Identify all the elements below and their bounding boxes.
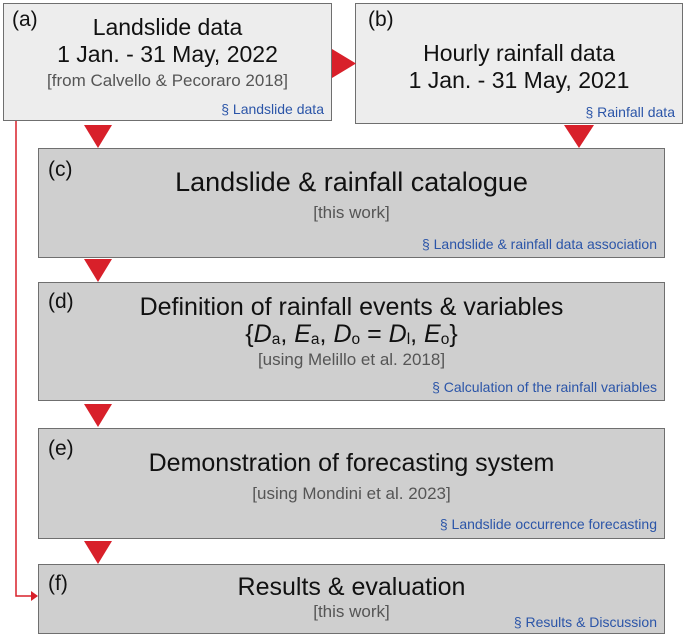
var-Do: D: [333, 320, 352, 348]
vars-close-brace: }: [449, 320, 458, 348]
box-a-title-line2: 1 Jan. - 31 May, 2022: [57, 41, 278, 67]
arrow-d-to-e: [84, 404, 112, 427]
box-a-source: [from Calvello & Pecoraro 2018]: [47, 71, 288, 90]
arrow-e-to-f: [84, 541, 112, 564]
box-b-label: (b): [368, 8, 394, 31]
vars-sep-2: ,: [319, 320, 334, 348]
vars-equals: =: [360, 320, 389, 348]
var-Ea-sub: a: [310, 330, 320, 348]
box-e-source: [using Mondini et al. 2023]: [252, 484, 451, 503]
box-c-label: (c): [48, 158, 73, 181]
box-b-title-line1: Hourly rainfall data: [423, 40, 615, 66]
box-c-source: [this work]: [313, 203, 390, 222]
var-Eo: E: [424, 320, 441, 348]
box-e-title: Demonstration of forecasting system: [148, 449, 555, 477]
box-b-section-ref: § Rainfall data: [585, 104, 675, 120]
box-a-section-ref: § Landslide data: [221, 101, 324, 117]
var-Ea: E: [294, 320, 311, 348]
var-Da-sub: a: [271, 330, 281, 348]
box-f-label: (f): [48, 572, 68, 595]
box-c-catalogue: [38, 148, 665, 258]
box-a-label: (a): [12, 8, 38, 31]
box-b-title-line2: 1 Jan. - 31 May, 2021: [408, 67, 630, 93]
vars-sep-1: ,: [280, 320, 295, 348]
arrow-a-to-c: [84, 125, 112, 148]
box-a-landslide-data: [3, 3, 332, 121]
vars-open-brace: {: [245, 320, 254, 348]
var-Dl: D: [388, 320, 407, 348]
box-f-results: [38, 564, 665, 634]
box-c-title: Landslide & rainfall catalogue: [175, 167, 528, 197]
vars-sep-3: ,: [410, 320, 425, 348]
box-f-source: [this work]: [313, 602, 390, 621]
box-c-section-ref: § Landslide & rainfall data association: [421, 236, 657, 252]
box-e-forecasting: [38, 428, 665, 539]
arrow-a-to-b: [332, 49, 356, 78]
var-Do-sub: o: [351, 330, 361, 348]
box-d-source: [using Melillo et al. 2018]: [257, 350, 446, 369]
box-d-title: Definition of rainfall events & variables: [139, 293, 564, 321]
var-Eo-sub: o: [440, 330, 450, 348]
box-d-variables: [39, 320, 664, 350]
box-f-title: Results & evaluation: [237, 573, 466, 601]
box-d-rainfall-events: [38, 282, 665, 401]
box-e-label: (e): [48, 437, 74, 460]
box-f-section-ref: § Results & Discussion: [513, 614, 657, 630]
var-Dl-sub: l: [406, 330, 411, 348]
box-e-section-ref: § Landslide occurrence forecasting: [439, 516, 657, 532]
box-d-section-ref: § Calculation of the rainfall variables: [432, 379, 657, 395]
arrow-b-to-c: [564, 125, 594, 148]
connector-a-to-f: [16, 121, 33, 596]
box-a-title-line1: Landslide data: [92, 14, 243, 40]
arrow-c-to-d: [84, 259, 112, 282]
box-d-label: (d): [48, 290, 74, 313]
var-Da: D: [253, 320, 272, 348]
box-b-rainfall-data: [355, 3, 683, 124]
connector-a-to-f-head: [31, 591, 38, 601]
